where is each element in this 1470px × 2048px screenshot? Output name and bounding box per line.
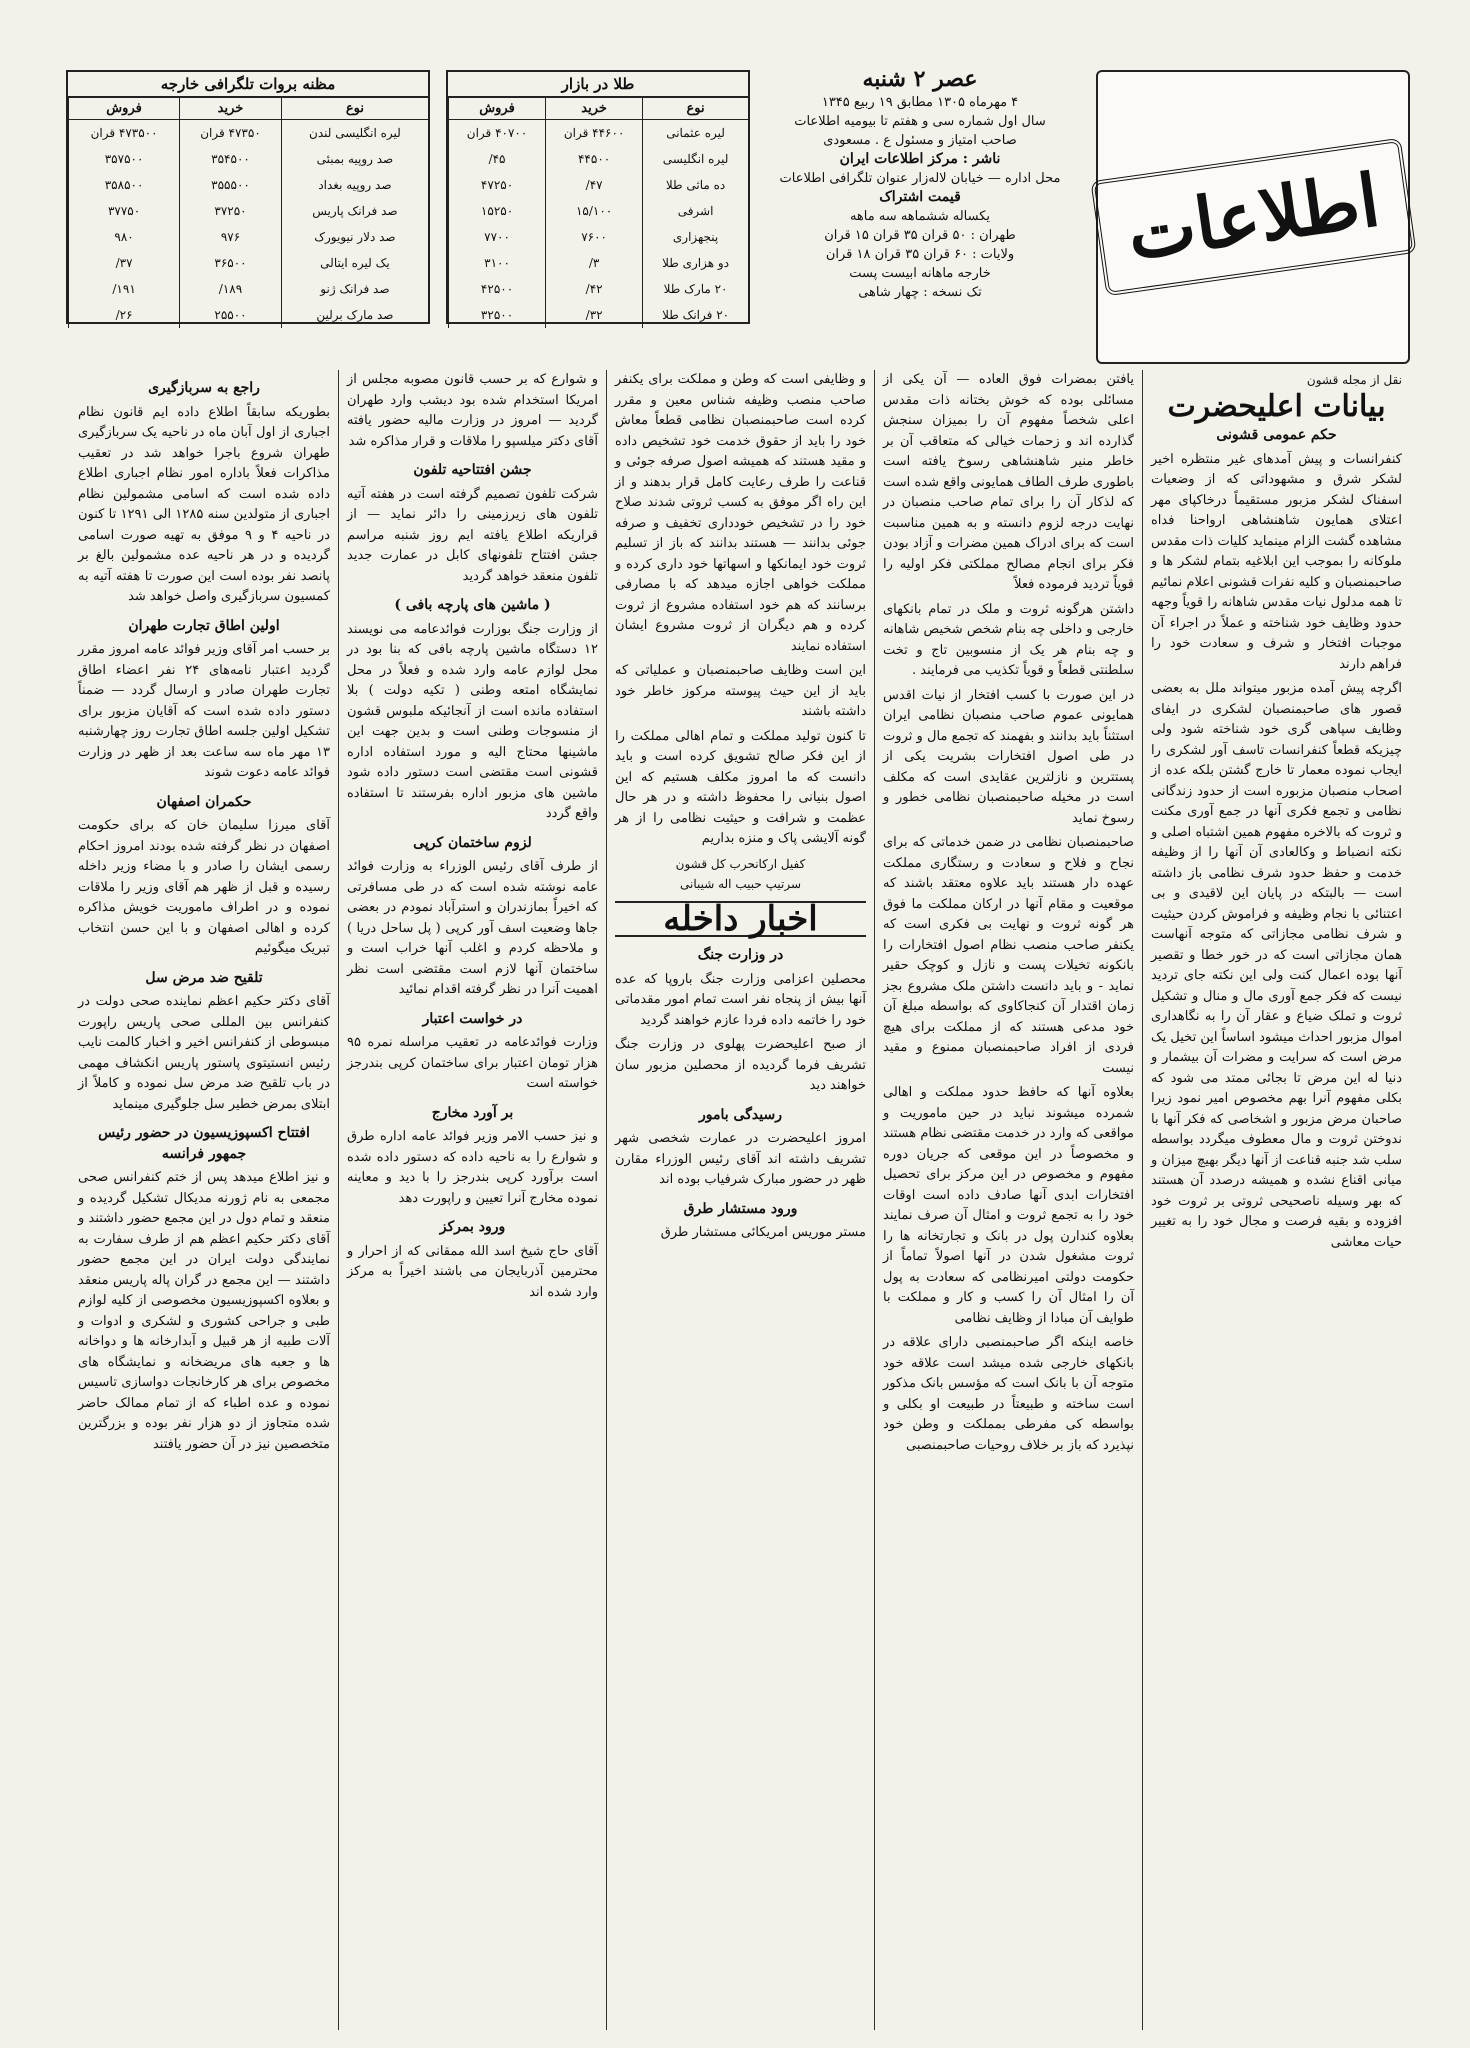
news-heading: ورود مستشار طرق: [683, 1200, 798, 1217]
news-heading: تلقیح ضد مرض سل: [145, 969, 263, 986]
news-heading: در وزارت جنگ: [697, 947, 784, 963]
gold-sell: ۴۵/: [449, 146, 546, 172]
gold-type: پنجهزاری: [643, 224, 748, 250]
article-paragraph: یافتن بمضرات فوق العاده — آن یکی از مسائلی بوده که خوش بختانه ذات مقدس اعلی شخصاً مفهوم آن را بمیزان سنجش گذارده اند و زحمات خیالی که متعاقب آن بر خاطر منیر شاهنشاهی رسوخ یافته است باطوری طرف الطاف همایونی واقع شده است که لذکار آن را برای تمام صاحب منصبان در نهایت درجه لزوم دانسته و به همین مناسبت است که برای ادراک همین مضرات و آزاد بودن فکر برای انجام مصالح مملکتی فکر اولیه را قویاً تردید فرموده فعلاً: [883, 372, 1134, 592]
article-paragraph: کنفرانسات و پیش آمدهای غیر منتظره اخیر لشکر شرق و مشهوداتی که از وضعیات اسفناک لشکر مزبور مستقیماً درخاکپای مهر اعتلای همایون شاهنشاهی ارواحنا فداه مشاهده گشت الزام مینماید کلیات ذات مقدس ملوکانه را بموجب این ابلاغیه بتمام لشکر ها و صاحبمنصبان و کلیه نفرات قشونی اعلام نمائیم تا همه مدلول نیات مقدس شاهانه را قویاً وجهه حدود وظایف خود شناخته و عملاً در اجراء آن موجبات افتخار و شرف و سعادت خود را فراهم دارند: [1151, 451, 1402, 672]
news-heading: جشن افتتاحیه تلفون: [413, 462, 532, 478]
news-paragraph: آقای میرزا سلیمان خان که برای حکومت اصفهان در نظر گرفته شده بودند امروز احکام رسمی ایشان را صادر و با مضاء وزیر داخله رسیده و قبل از ظهر هم آقای وزیر را ملاقات نموده و در اطراف ماموریت خویش مذاکره کرده و اهالی اصفهان و با این حسن انتخاب تبریک میگوئیم: [78, 818, 330, 956]
table-row: [449, 120, 749, 147]
gold-header-buy: خرید: [546, 98, 643, 120]
table-row: [449, 224, 749, 250]
gold-sell: ۴۲۵۰۰: [449, 276, 546, 302]
fx-sell: ۳۵۸۵۰۰: [69, 172, 180, 198]
gold-type: ۲۰ فرانک طلا: [643, 302, 748, 328]
gold-buy: ۳۲/: [546, 302, 643, 328]
lead-headline: بیانات اعلیحضرت: [1167, 388, 1386, 424]
gold-header-sell: فروش: [449, 98, 546, 120]
single-copy-price: تک نسخه : چهار شاهی: [858, 285, 982, 300]
table-row: [69, 198, 429, 224]
publication-info: [770, 66, 1070, 360]
column-5: [70, 370, 338, 2030]
column-1: [1142, 370, 1410, 2030]
fx-buy: ۱۸۹/: [180, 276, 282, 302]
news-heading: لزوم ساختمان کرپی: [413, 834, 532, 851]
lead-subtitle: حکم عمومی قشونی: [1216, 427, 1337, 443]
news-heading: ورود بمرکز: [439, 1219, 506, 1235]
fx-type: صد فرانک ژنو: [281, 276, 428, 302]
news-paragraph: محصلین اعزامی وزارت جنگ باروپا که عده آنها بیش از پنجاه نفر است تمام امور مقدماتی خود را خاتمه داده فردا عازم خواهند گردید: [615, 971, 866, 1028]
news-heading: رسیدگی بامور: [699, 1106, 782, 1123]
article-paragraph: و وظایفی است که وطن و مملکت برای یکنفر صاحب منصب وظیفه شناس معین و مقرر کرده است صاحبمنصبان نظامی قطعاً معاش خود را باید از حقوق خدمت خود تشخیص داده و مقید هستند که همیشه اصول صرفه جوئی و قناعت را طرف رعایت کامل قرار بدهند و از این راه اگر موفق به کسب ثروتی شدند صلاح خود را در تشخیص خودداری تخفیف و صرفه جوئی بدانند — هستند بدانند که باز از تسلیم ثروت خود ایمانکها و اسهاتها خود داری کرده و مملکت خواهی اجازه میدهد که با مصارفی برسانند که هم خود استفاده مشروع از ثروت کرده و هم دیگران از ثروت مشروع ایشان استفاده نمایند: [615, 372, 866, 654]
fx-sell: ۲۶/: [69, 302, 180, 328]
gold-type: لیره انگلیسی: [643, 146, 748, 172]
masthead: [1096, 70, 1410, 364]
news-heading: ( ماشین های پارچه بافی ): [394, 597, 551, 613]
subscription-provinces: ولایات : ۶۰ قران ۳۵ قران ۱۸ قران: [825, 247, 1015, 262]
column-3: [606, 370, 874, 2030]
signature-name: سرتیپ حبیب اله شیبانی: [679, 877, 802, 891]
fx-buy: ۳۷۲۵۰: [180, 198, 282, 224]
issue-date: ۴ مهرماه ۱۳۰۵ مطابق ۱۹ ربیع ۱۳۴۵: [821, 95, 1019, 110]
gold-buy: ۴۴۵۰۰: [546, 146, 643, 172]
table-row: [69, 302, 429, 328]
fx-sell: ۹۸۰: [69, 224, 180, 250]
gold-sell: ۴۰۷۰۰ قران: [449, 120, 546, 147]
subscription-head: یکساله ششماهه سه ماهه: [849, 209, 991, 224]
table-row: [69, 172, 429, 198]
table-row: [449, 172, 749, 198]
table-row: [69, 146, 429, 172]
subscription-tehran: طهران : ۵۰ قران ۳۵ قران ۱۵ قران: [824, 228, 1016, 243]
news-paragraph: امروز اعلیحضرت در عمارت شخصی شهر تشریف داشته اند آقای رئیس الوزراء مقارن ظهر در حضور مبارک شرفیاب بوده اند: [615, 1131, 866, 1187]
publisher-line: ناشر : مرکز اطلاعات ایران: [839, 151, 1001, 167]
table-row: [69, 276, 429, 302]
issue-day: عصر ۲ شنبه: [862, 66, 978, 92]
news-paragraph: وزارت فوائدعامه در تعقیب مراسله نمره ۹۵ هزار تومان اعتبار برای ساختمان کرپی بندرجز خواسته است: [347, 1035, 598, 1091]
gold-buy: ۴۷/: [546, 172, 643, 198]
news-paragraph: آقای حاج شیخ اسد الله ممقانی که از احرار و محترمین آذربایجان می باشند اخیراً به مرکز وارد شده اند: [347, 1243, 598, 1300]
gold-buy: ۱۵/۱۰۰: [546, 198, 643, 224]
fx-type: صد دلار نیویورک: [281, 224, 428, 250]
gold-sell: ۳۲۵۰۰: [449, 302, 546, 328]
table-row: [449, 276, 749, 302]
subscription-abroad: خارجه ماهانه ابیست پست: [849, 266, 991, 281]
gold-buy: ۴۲/: [546, 276, 643, 302]
news-paragraph: شرکت تلفون تصمیم گرفته است در هفته آتیه تلفون های زیرزمینی را دائر نماید — از قراریکه اطلاع یافته ایم روز شنبه مراسم جشن افتتاح تلفونهای کابل در عمارت جدید تلفون منعقد خواهد گردید: [347, 486, 598, 584]
fx-type: صد فرانک پاریس: [281, 198, 428, 224]
gold-sell: ۴۷۲۵۰: [449, 172, 546, 198]
fx-header-type: نوع: [281, 98, 428, 120]
owner-line: صاحب امتیاز و مسئول ع . مسعودی: [823, 133, 1017, 148]
fx-sell: ۳۷/: [69, 250, 180, 276]
gold-sell: ۷۷۰۰: [449, 224, 546, 250]
gold-table-title: طلا در بازار: [448, 72, 748, 98]
article-paragraph: این است وظایف صاحبمنصبان و عملیاتی که باید از این حیث پیوسته مرکوز خاطر خود داشته باشند: [615, 663, 866, 719]
source-credit: نقل از مجله قشون: [1306, 373, 1402, 387]
newspaper-logo: اطلاعات: [1090, 138, 1416, 296]
subscription-title: قیمت اشتراک: [879, 189, 961, 205]
news-heading: در خواست اعتبار: [422, 1010, 523, 1027]
table-row: [69, 250, 429, 276]
fx-type: صد مارک برلین: [281, 302, 428, 328]
news-paragraph: و نیز اطلاع میدهد پس از ختم کنفرانس صحی مجمعی به نام ژورنه مدیکال تشکیل گردیده و منعقد و تمام دول در این مجمع حضور داشتند و آقای دکتر حکیم اعظم هم از طرف سفارت به نمایندگی دولت ایران در این مجمع حضور داشتند — این مجمع در گران پاله پاریس منعقد و بعلاوه اکسپوزیسیون مخصوصی از کلیه لوازم طبی و جراحی کشوری و لشکری و ادوات و آلات طبیه از هر قبیل و آبدارخانه ها و دواخانه ها و جعبه های مریضخانه و نمایشگاه های مخصوص برای هر کارخانجات دواسازی تاسیس نموده و عده اطباء که از تمام ممالک حاضر شده متجاوز از دو هزار نفر بوده و بزرگترین متخصصین نیز در آن حضور یافتند: [78, 1170, 330, 1452]
gold-type: ده ماثی طلا: [643, 172, 748, 198]
news-paragraph: بطوریکه سابقاً اطلاع داده ایم قانون نظام اجباری از اول آبان ماه در ناحیه یک سربازگیری طهران شروع باجرا خواهد شد در تعقیب مذاکرات فعلاً باداره امور نظام اجباری اطلاع داده شده است که اسامی مشمولین نظام اجباری از متولدین سنه ۱۲۸۵ الی ۱۲۹۱ تا کنون در ناحیه ۴ و ۹ موفق به تهیه صورت اسامی گردیده و در هر ناحیه عده مشمولین بالغ بر پانصد نفر بوده است این صورت تا هفته آتیه به کمسیون سربازگیری واصل خواهد شد: [78, 404, 331, 604]
news-paragraph: از طرف آقای رئیس الوزراء به وزارت فوائد عامه نوشته شده است که در طی مسافرتی که اخیراً بمازندران و استرآباد نمودم در بعضی جاها وضعیت اسف آور کرپی ( پل ساحل دریا ) و ملاحظه کردم و اغلب آنها خراب است و ساختمان آنها لازم است مقتضی است نظر اهمیت آنرا در نظر گرفته اقدام نمائید: [347, 859, 598, 997]
fx-sell: ۴۷۳۵۰۰ قران: [69, 120, 180, 147]
fx-buy: ۹۷۶: [180, 224, 282, 250]
news-paragraph: بر حسب امر آقای وزیر فوائد عامه امروز مقرر گردید اعتبار نامه‌های ۲۴ نفر اعضاء اطاق تجارت طهران صادر و ارسال گردد — ضمناً دستور داده شده است که آقایان مزبور برای تشکیل اولین جلسه اطاق تجارت روز چهارشنبه ۱۳ مهر ماه سه ساعت بعد از ظهر در وزارت فوائد عامه دعوت شوند: [78, 642, 330, 780]
article-paragraph: تا کنون تولید مملکت و تمام اهالی مملکت را از این فکر صالح تشویق کرده است و باید دانست که ما امروز مکلف هستیم که این اصول بنیانی را محفوظ داشته و در هر حال عظمت و شرافت و حیثیت نظامی را از هر گونه آلایشی پاک و منزه بداریم: [615, 728, 866, 846]
news-heading: راجع به سربازگیری: [148, 380, 260, 396]
domestic-news-headline: اخبار داخله: [615, 901, 866, 938]
news-paragraph: آقای دکتر حکیم اعظم نماینده صحی دولت در کنفرانس بین المللی صحی پاریس راپورت مبسوطی از کنفرانس اخیر و اخبار کالمت نایب رئیس انستیتوی پاستور پاریس انکشاف مهمی در باب تلقیح ضد مرض سل نموده و کاملاً از ابتلای بمرض خطیر سل جلوگیری مینماید: [78, 994, 330, 1112]
fx-sell: ۳۵۷۵۰۰: [69, 146, 180, 172]
article-paragraph: اگرچه پیش آمده مزبور میتواند ملل به بعضی قصور های صاحبمنصبان لشکری در ایفای وظایف سپاهی گری خود شناخته شود ولی چیزیکه قطعاً کنفرانسات تاسف آور لشکری را ایجاب نموده معمار تا خارج گشتن بلکه عده از اصحاب منصبان مزبوره است از حدود زندگانی نظامی و تجمع فکری آنها در جمع آوری مکنت و ثروت که بالاخره مفهوم همین اشتباه اصلی و نکته انضباط و وکالعادی آن آنها را از وظیفه خدمت و حفظ حدود شرف نظامی باز داشته است — بالبتکه در پایان این لاقیدی و بی اعتنائی با نجام وظیفه و فراموش کردن حیثیت و شرف نظامی مجازاتی که متوجه آنهاست همان مجازاتی است که در خور خطا و تقصیر آنها بوده اعمال کنت ولی این نکته جای تردید نیست که فکر جمع آوری مال و منال و تشکیل ثروت و تملک ضیاع و عقار آن را به نگاهداری اموال مزبور احداث میشود اساساً این تخیل یک مرض است که سرایت و مضرات آن بیشمار و دنیا له این مرض تا بجائی ممتد می شود که بکلی مفهوم آنرا بهم مخصوص امیر نمود زیرا صاحبان مرض مزبور و اشخاصی که فکر آنها با ندوختن ثروت و مال معطوف میگردد بواسطه سلب شد جنبه قناعت از آنها دیگر بهیچ میزان و میانی اقناع نشده و همیشه درصدد آن هستند که بهر وسیله ناصحیحی ثروتی بر ثروت خود افزوده و بقیه فرصت و مجال خود را به تغییر حیات معاشی: [1151, 681, 1402, 1250]
news-heading: افتتاح اکسپوزیسیون در حضور رئیس جمهور فرانسه: [98, 1125, 310, 1162]
fx-type: صد روپیه بمبئی: [281, 146, 428, 172]
gold-type: دو هزاری طلا: [643, 250, 748, 276]
column-2: [874, 370, 1142, 2030]
fx-buy: ۴۷۳۵۰ قران: [180, 120, 282, 147]
year-line: سال اول شماره سی و هفتم تا بیومیه اطلاعات: [794, 114, 1046, 129]
gold-price-table: [446, 70, 750, 324]
table-row: [69, 224, 429, 250]
fx-sell: ۱۹۱/: [69, 276, 180, 302]
gold-buy: ۷۶۰۰: [546, 224, 643, 250]
news-paragraph: از صبح اعلیحضرت پهلوی در وزارت جنگ تشریف فرما گردیده از محصلین مزبور سان خواهند دید: [615, 1037, 866, 1093]
fx-buy: ۳۶۵۰۰: [180, 250, 282, 276]
news-paragraph: و نیز حسب الامر وزیر فوائد عامه اداره طرق و شوارع را به ناحیه داده که دستور داده شده است برآورد کرپی بندرجز را با دید و معاینه نموده مخارج آنرا تعیین و راپورت دهد: [347, 1129, 598, 1206]
table-row: [449, 302, 749, 328]
fx-sell: ۳۷۷۵۰: [69, 198, 180, 224]
table-row: [449, 250, 749, 276]
gold-type: ۲۰ مارک طلا: [643, 276, 748, 302]
news-paragraph: از وزارت جنگ بوزارت فوائدعامه می نویسند ۱۲ دستگاه ماشین پارچه بافی که بنا بود در محل لوازم عامه وارد شده و فعلاً در محل نمایشگاه امتعه وطنی ( تکیه دولت ) بلا استفاده مانده است از آنجائیکه ملبوس قشون از منسوجات وطنی است و بدین جهت این ماشینها محتاج الیه و مورد استفاده اداره قشونی است مقتضی است دستور داده شود ماشین های مزبور اداره بفرستند تا استفاده واقع گردد: [347, 621, 598, 821]
fx-type: لیره انگلیسی لندن: [281, 120, 428, 147]
news-paragraph: و شوارع که بر حسب قانون مصوبه مجلس از امریکا استخدام شده بود دیشب وارد طهران گردید — امروز در وزارت مالیه حضور یافته آقای دکتر میلسپو را ملاقات و قرار مذاکره شد: [347, 372, 598, 449]
gold-buy: ۳/: [546, 250, 643, 276]
gold-sell: ۳۱۰۰: [449, 250, 546, 276]
gold-buy: ۴۴۶۰۰ قران: [546, 120, 643, 147]
fx-type: یک لیره ایتالی: [281, 250, 428, 276]
fx-buy: ۳۵۴۵۰۰: [180, 146, 282, 172]
news-heading: حکمران اصفهان: [156, 793, 252, 810]
fx-header-sell: فروش: [69, 98, 180, 120]
article-paragraph: بعلاوه آنها که حافظ حدود مملکت و اهالی شمرده میشوند نباید در حین ماموریت و مواقعی که وارد در خدمت مقتضی نظام هستند و مخصوصاً در این موقعی که جریان دوره مفهوم و مخصوص در این مرکز برای تحصیل افتخارات ابدی آنها صادف داده است اوقات خود را به تجمع ثروت و امثال آن صرف نمایند بعلاوه کندارن پول در بانک و تجارتخانه ها را ثروت مشغول شدن در آنها اصولاً تماماً از حکومت دولتی امیرنظامی که سعادت به پول آن را امثال آن را کسب و کار و مملکت با طوایف آن مبادا از وظایف نظامی: [883, 1085, 1134, 1326]
table-row: [69, 120, 429, 147]
fx-header-buy: خرید: [180, 98, 282, 120]
signature-title: کفیل ارکانحرب کل قشون: [675, 856, 806, 871]
article-paragraph: در این صورت با کسب افتخار از نیات اقدس همایونی عموم صاحب منصبان نظامی ایران استثناً باید بدانند و بفهمند که تجمع مال و ثروت در طی اصول افتخارات بشریت یکی از پستترین و نازلترین عقایدی است که مکلف است در مخیله صاحبمنصبان نظامی خطور و رسوخ نماید: [883, 687, 1134, 826]
header-band: [70, 66, 1410, 370]
gold-sell: ۱۵۲۵۰: [449, 198, 546, 224]
article-paragraph: داشتن هرگونه ثروت و ملک در تمام بانکهای خارجی و داخلی چه بنام شخص شخیص شاهانه و چه بنام هر یک از منسوبین تاج و تخت سلطنتی قطعاً و قویاً تکذیب می فرمایند .: [883, 601, 1134, 678]
table-row: [449, 146, 749, 172]
article-columns: [70, 370, 1410, 2030]
newspaper-page: [70, 66, 1410, 2030]
news-heading: اولین اطاق تجارت طهران: [128, 617, 280, 634]
table-row: [449, 198, 749, 224]
fx-buy: ۳۵۵۵۰۰: [180, 172, 282, 198]
fx-buy: ۲۵۵۰۰: [180, 302, 282, 328]
fx-rate-table: [66, 70, 430, 324]
fx-table-title: مظنه بروات تلگرافی خارجه: [68, 72, 428, 98]
article-paragraph: صاحبمنصبان نظامی در ضمن خدماتی که برای نجاح و فلاح و سعادت و رستگاری مملکت عهده دار هستند باید علاوه معتقد باشند که موقعیت و مقام آنها در ارکان مملکت ما فوق هر گونه ثروت و نهایت بی فکری است که یکنفر صاحب منصب نظام اصول افتخارات را بانکونه تخیلات پست و نازل و کوچک حقیر نماید - و باید دانست داشتن ملک مشروع بجز زمان اقتدار آن کنجاکاوی که بواسطه مبلغ آن خود مدعی هستند که از مملکت برای هیچ فردی از افراد صاحبمنصبان ممنوع و مقید نیست: [883, 835, 1134, 1076]
gold-type: اشرفی: [643, 198, 748, 224]
gold-header-type: نوع: [643, 98, 748, 120]
gold-type: لیره عثمانی: [643, 120, 748, 147]
news-paragraph: مستر موریس امریکائی مستشار طرق: [660, 1225, 866, 1240]
address-line: محل اداره — خیابان لاله‌زار عنوان تلگرافی اطلاعات: [779, 171, 1061, 186]
news-heading: بر آورد مخارج: [431, 1104, 514, 1121]
article-paragraph: خاصه اینکه اگر صاحبمنصبی دارای علاقه در بانکهای خارجی شده میشد است علاقه خود متوجه آن با بانک است که مؤسس بانک مذکور است ساخته و طبیعتاً در طبیعت او بکلی و بواسطه کی مفرطی بمملکت و وطن خود نپذیرد که باز بر خلاف روحیات صاحبمنصبی: [883, 1335, 1134, 1453]
column-4: [338, 370, 606, 2030]
fx-type: صد روپیه بغداد: [281, 172, 428, 198]
